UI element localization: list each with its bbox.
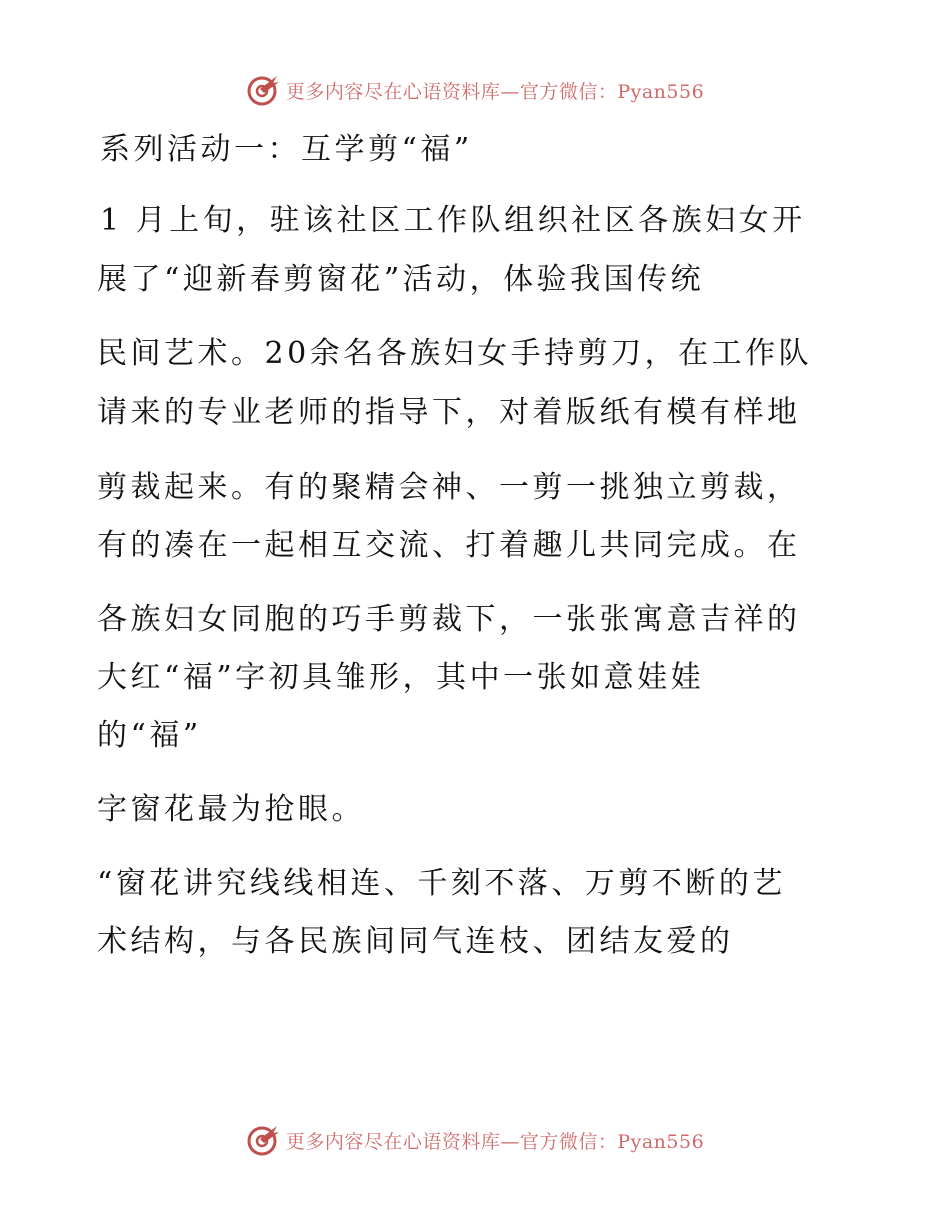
paragraph-line: 1 月上旬，驻该社区工作队组织社区各族妇女开: [100, 203, 806, 238]
watermark-header: [0, 70, 950, 110]
paragraph-line: 的“福”: [97, 718, 202, 753]
paragraph-line: 剪裁起来。有的聚精会神、一剪一挑独立剪裁，: [97, 470, 801, 505]
watermark-footer: [0, 1120, 950, 1160]
paragraph-line: 请来的专业老师的指导下，对着版纸有模有样地: [97, 395, 801, 430]
paragraph-line: 展了“迎新春剪窗花”活动，体验我国传统: [97, 262, 705, 297]
section-heading: 系列活动一：互学剪“福”: [100, 132, 473, 167]
paragraph-line: 字窗花最为抢眼。: [97, 792, 365, 827]
paragraph-line: 大红“福”字初具雏形，其中一张如意娃娃: [97, 660, 705, 695]
scissors-logo-icon: [246, 73, 280, 107]
watermark-text: 更多内容尽在心语资料库—官方微信：Pyan556: [285, 1130, 705, 1153]
scissors-logo-icon: [246, 1123, 280, 1157]
paragraph-line: 各族妇女同胞的巧手剪裁下，一张张寓意吉祥的: [97, 602, 801, 637]
watermark-text: 更多内容尽在心语资料库—官方微信：Pyan556: [285, 80, 705, 103]
paragraph-line: 术结构，与各民族间同气连枝、团结友爱的: [97, 924, 734, 959]
paragraph-line: 民间艺术。20余名各族妇女手持剪刀，在工作队: [97, 336, 813, 371]
paragraph-line: “窗花讲究线线相连、千刻不落、万剪不断的艺: [97, 866, 786, 901]
paragraph-line: 有的凑在一起相互交流、打着趣儿共同完成。在: [97, 528, 801, 563]
